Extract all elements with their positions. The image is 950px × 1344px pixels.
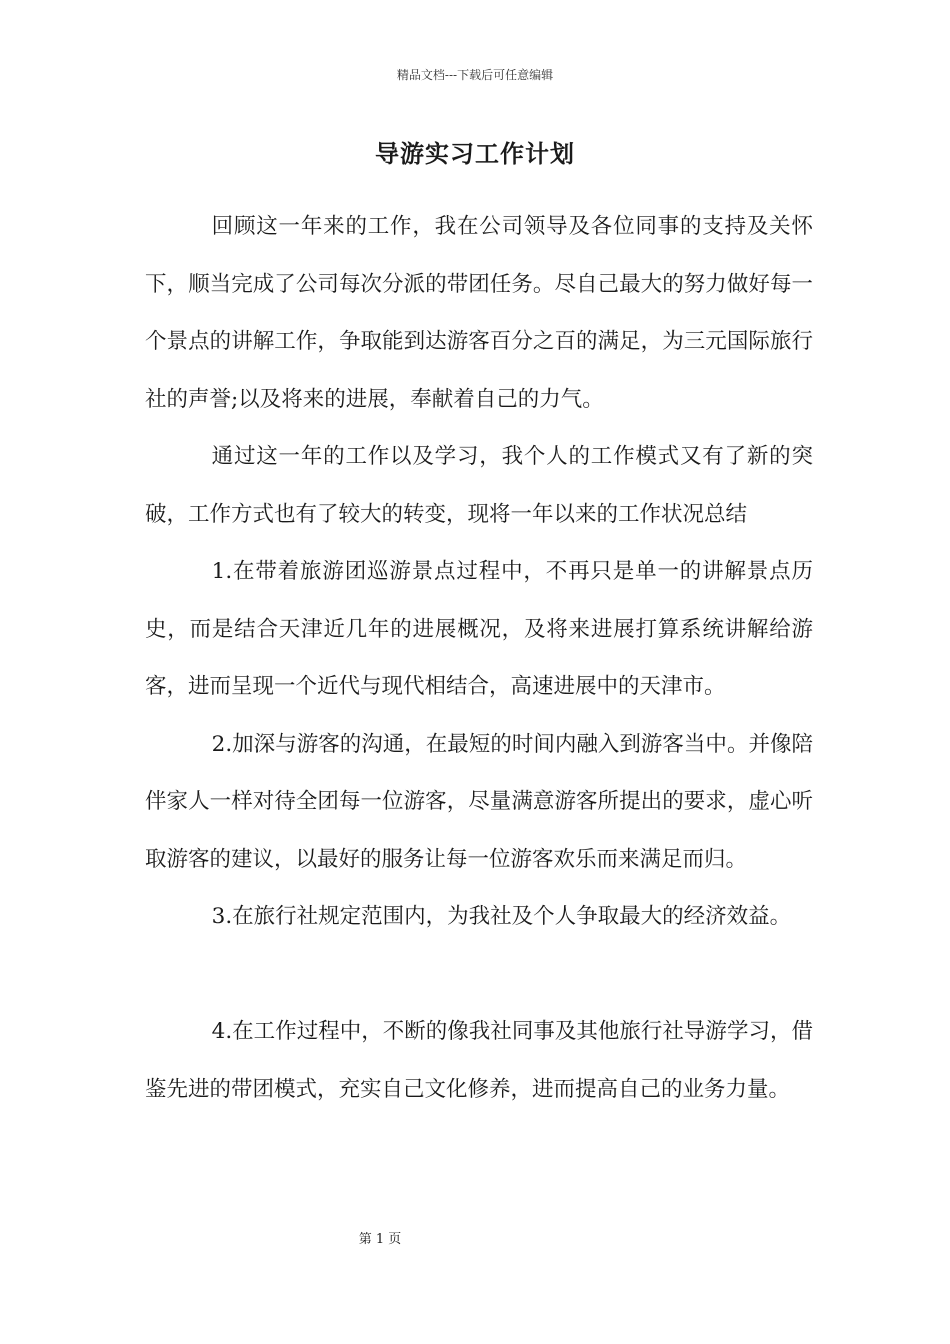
paragraph-review: 回顾这一年来的工作，我在公司领导及各位同事的支持及关怀下，顺当完成了公司每次分派的带团任务。尽自己最大的努力做好每一个景点的讲解工作，争取能到达游客百分之百的满足，为三元国际旅行社的声誉;以及将来的进展，奉献着自己的力气。 xyxy=(145,214,813,412)
paragraph-item-4: 4.在工作过程中，不断的像我社同事及其他旅行社导游学习，借鉴先进的带团模式，充实自己文化修养，进而提高自己的业务力量。 xyxy=(145,1019,813,1102)
paragraph-item-1: 1.在带着旅游团巡游景点过程中，不再只是单一的讲解景点历史，而是结合天津近几年的进展概况，及将来进展打算系统讲解给游客，进而呈现一个近代与现代相结合，高速进展中的天津市。 xyxy=(145,559,813,699)
paragraph-item-2: 2.加深与游客的沟通，在最短的时间内融入到游客当中。并像陪伴家人一样对待全团每一位游客，尽量满意游客所提出的要求，虚心听取游客的建议，以最好的服务让每一位游客欢乐而来满足而归。 xyxy=(145,731,813,872)
document-body xyxy=(145,198,813,1118)
header-note: 精品文档---下载后可任意编辑 xyxy=(396,68,554,82)
paragraph-item-3: 3.在旅行社规定范围内，为我社及个人争取最大的经济效益。 xyxy=(211,904,792,929)
page-title: 导游实习工作计划 xyxy=(375,140,575,168)
page-number: 第 1 页 xyxy=(358,1232,402,1247)
paragraph-summary-intro: 通过这一年的工作以及学习，我个人的工作模式又有了新的突破，工作方式也有了较大的转变，现将一年以来的工作状况总结 xyxy=(145,444,813,527)
